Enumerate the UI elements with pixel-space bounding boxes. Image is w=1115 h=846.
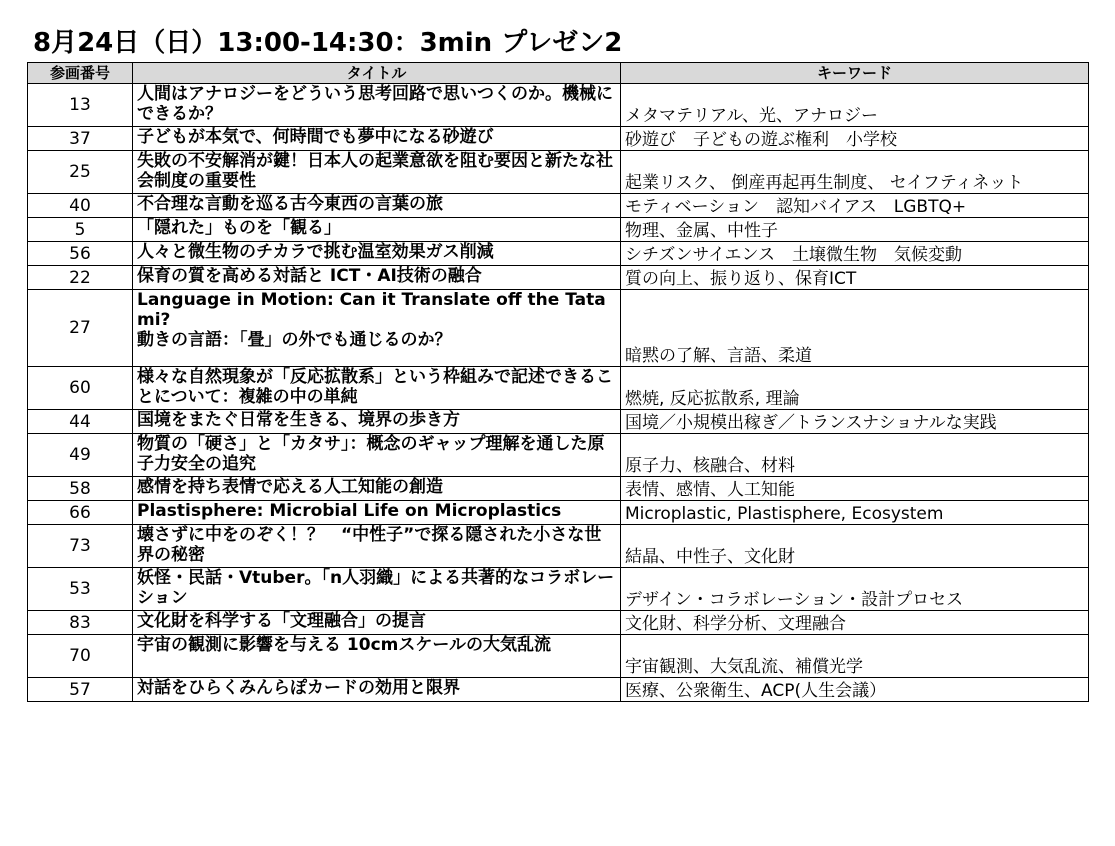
row-number: 53 (28, 568, 133, 611)
table-row (28, 635, 1089, 678)
row-keywords: 起業リスク、 倒産再起再生制度、 セイフティネット (621, 151, 1089, 194)
row-number: 40 (28, 194, 133, 218)
row-number: 27 (28, 290, 133, 367)
row-keywords: 結晶、中性子、文化財 (621, 525, 1089, 568)
header-number: 参画番号 (28, 63, 133, 84)
table-row (28, 568, 1089, 611)
row-title: 様々な自然現象が「反応拡散系」という枠組みで記述できることについて：複雑の中の単純 (133, 367, 621, 410)
row-keywords: 砂遊び 子どもの遊ぶ権利 小学校 (621, 127, 1089, 151)
row-title: 物質の「硬さ」と「カタサ」：概念のギャップ理解を通した原子力安全の追究 (133, 434, 621, 477)
row-number: 5 (28, 218, 133, 242)
table-row (28, 127, 1089, 151)
row-title: 人々と微生物のチカラで挑む温室効果ガス削減 (133, 242, 621, 266)
row-title: 文化財を科学する「文理融合」の提言 (133, 611, 621, 635)
row-keywords: 物理、金属、中性子 (621, 218, 1089, 242)
table-row (28, 501, 1089, 525)
presentation-schedule-table (27, 62, 1089, 702)
row-title: 不合理な言動を巡る古今東西の言葉の旅 (133, 194, 621, 218)
row-title: 宇宙の観測に影響を与える 10cmスケールの大気乱流 (133, 635, 621, 678)
row-keywords: 文化財、科学分析、文理融合 (621, 611, 1089, 635)
row-keywords: デザイン・コラボレーション・設計プロセス (621, 568, 1089, 611)
row-keywords: モティベーション 認知バイアス LGBTQ+ (621, 194, 1089, 218)
row-keywords: 国境／小規模出稼ぎ／トランスナショナルな実践 (621, 410, 1089, 434)
table-row (28, 434, 1089, 477)
table-row (28, 678, 1089, 702)
row-number: 49 (28, 434, 133, 477)
row-title: Plastisphere: Microbial Life on Microplastics (133, 501, 621, 525)
row-keywords: メタマテリアル、光、アナロジー (621, 84, 1089, 127)
row-keywords: Microplastic, Plastisphere, Ecosystem (621, 501, 1089, 525)
row-title: Language in Motion: Can it Translate off the Tatami? 動きの言語：「畳」の外でも通じるのか？ (133, 290, 621, 367)
row-keywords: 質の向上、振り返り、保育ICT (621, 266, 1089, 290)
row-number: 70 (28, 635, 133, 678)
row-title: 感情を持ち表情で応える人工知能の創造 (133, 477, 621, 501)
row-number: 58 (28, 477, 133, 501)
table-row (28, 367, 1089, 410)
row-number: 13 (28, 84, 133, 127)
row-title: 対話をひらくみんらぽカードの効用と限界 (133, 678, 621, 702)
row-number: 37 (28, 127, 133, 151)
table-row (28, 290, 1089, 367)
row-number: 22 (28, 266, 133, 290)
row-keywords: シチズンサイエンス 土壌微生物 気候変動 (621, 242, 1089, 266)
row-number: 57 (28, 678, 133, 702)
row-keywords: 表情、感情、人工知能 (621, 477, 1089, 501)
table-row (28, 410, 1089, 434)
row-title: 国境をまたぐ日常を生きる、境界の歩き方 (133, 410, 621, 434)
page-title: 8月24日（日）13:00-14:30：3min プレゼン2 (33, 28, 623, 58)
row-title: 妖怪・民話・Vtuber。「n人羽織」による共著的なコラボレーション (133, 568, 621, 611)
row-title: 「隠れた」ものを「観る」 (133, 218, 621, 242)
table-row (28, 218, 1089, 242)
header-title: タイトル (133, 63, 621, 84)
table-row (28, 151, 1089, 194)
row-number: 73 (28, 525, 133, 568)
row-number: 25 (28, 151, 133, 194)
row-keywords: 医療、公衆衛生、ACP(人生会議） (621, 678, 1089, 702)
header-keywords: キーワード (621, 63, 1089, 84)
table-header-row (28, 63, 1089, 84)
table-row (28, 242, 1089, 266)
table-row (28, 477, 1089, 501)
row-number: 60 (28, 367, 133, 410)
table-row (28, 525, 1089, 568)
row-number: 66 (28, 501, 133, 525)
table-row (28, 266, 1089, 290)
table-row (28, 84, 1089, 127)
row-number: 44 (28, 410, 133, 434)
row-number: 56 (28, 242, 133, 266)
row-title: 壊さずに中をのぞく！？ “中性子”で探る隠された小さな世界の秘密 (133, 525, 621, 568)
row-title: 失敗の不安解消が鍵！日本人の起業意欲を阻む要因と新たな社会制度の重要性 (133, 151, 621, 194)
row-keywords: 暗黙の了解、言語、柔道 (621, 290, 1089, 367)
row-keywords: 宇宙観測、大気乱流、補償光学 (621, 635, 1089, 678)
row-title: 子どもが本気で、何時間でも夢中になる砂遊び (133, 127, 621, 151)
table-row (28, 194, 1089, 218)
row-title: 保育の質を高める対話と ICT・AI技術の融合 (133, 266, 621, 290)
row-number: 83 (28, 611, 133, 635)
row-title: 人間はアナロジーをどういう思考回路で思いつくのか。機械にできるか？ (133, 84, 621, 127)
row-keywords: 燃焼, 反応拡散系, 理論 (621, 367, 1089, 410)
table-row (28, 611, 1089, 635)
row-keywords: 原子力、核融合、材料 (621, 434, 1089, 477)
